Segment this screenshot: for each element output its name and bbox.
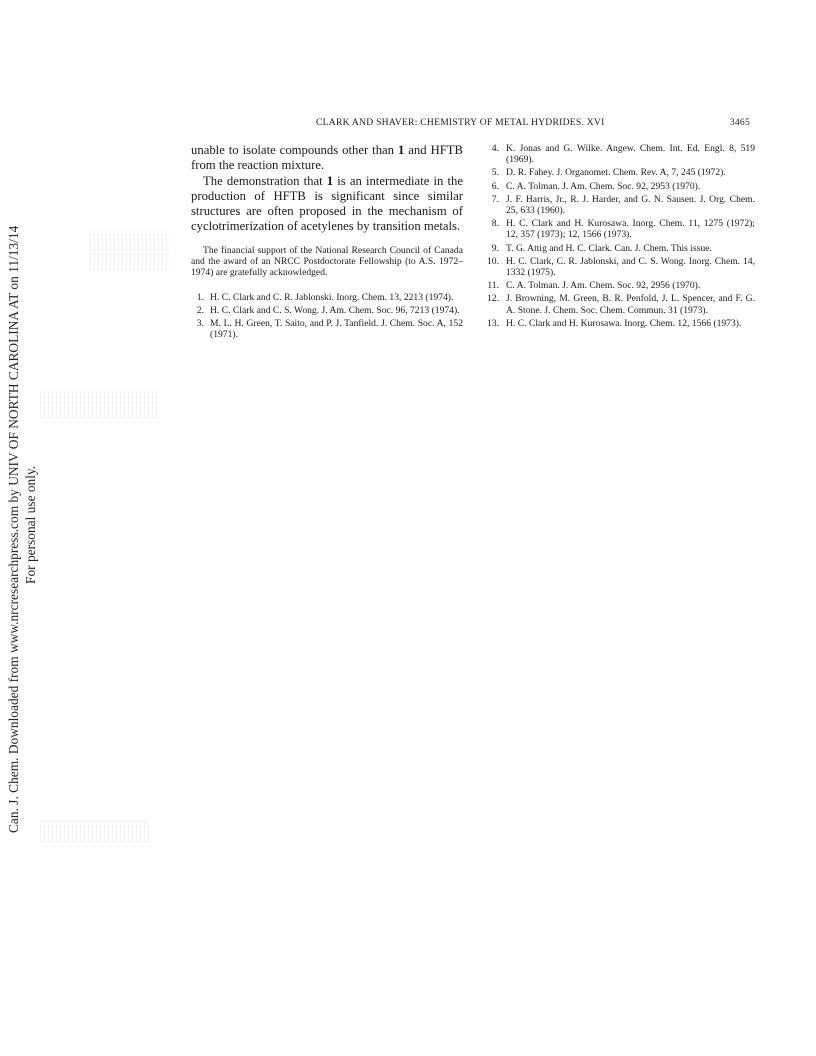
reference-number: 2. <box>196 304 204 316</box>
reference-item <box>191 292 463 303</box>
reference-text: C. A. Tolman. J. Am. Chem. Soc. 92, 2953 (1970). <box>506 180 701 192</box>
acknowledgement-text: The financial support of the National Research Council of Canada and the award of an NRCC Postdoctorate Fellowship (to A.S. 1972–1974) are gratefully acknowledged. <box>191 244 463 279</box>
body-text <box>191 143 463 235</box>
scan-noise <box>90 230 170 270</box>
reference-number: 10. <box>487 255 499 267</box>
right-column <box>485 143 755 331</box>
reference-text: M. L. H. Green, T. Saito, and P. J. Tanfield. J. Chem. Soc. A, 152 (1971). <box>210 318 463 341</box>
reference-number: 7. <box>491 193 499 205</box>
reference-number: 9. <box>491 242 499 254</box>
running-header <box>316 117 750 128</box>
running-title: CLARK AND SHAVER: CHEMISTRY OF METAL HYDRIDES. XVI <box>316 117 605 128</box>
download-stamp-line: Can. J. Chem. Downloaded from www.nrcresearchpress.com by UNIV OF NORTH CAROLINA AT on 11/13/14 <box>6 225 21 833</box>
reference-item <box>485 167 755 178</box>
reference-item <box>485 143 755 165</box>
reference-item <box>485 243 755 254</box>
reference-text: H. C. Clark and C. R. Jablonski. Inorg. Chem. 13, 2213 (1974). <box>210 291 454 303</box>
reference-text: H. C. Clark and H. Kurosawa. Inorg. Chem. 11, 1275 (1972); 12, 357 (1973); 12, 1566 (1973). <box>506 218 755 241</box>
body-paragraph: unable to isolate compounds other than 1 and HFTB from the reaction mixture. <box>191 143 463 173</box>
body-paragraph: The demonstration that 1 is an intermediate in the production of HFTB is significant since similar structures are often proposed in the mechanism of cyclotrimerization of acetylenes by transition metals. <box>191 173 463 234</box>
reference-text: H. C. Clark and C. S. Wong. J. Am. Chem. Soc. 96, 7213 (1974). <box>210 304 460 316</box>
reference-item <box>485 256 755 278</box>
reference-item <box>191 305 463 316</box>
reference-list <box>191 292 463 341</box>
reference-list <box>485 143 755 329</box>
acknowledgement <box>191 245 463 279</box>
reference-item <box>485 218 755 240</box>
reference-text: J. F. Harris, Jr., R. J. Harder, and G. N. Sausen. J. Org. Chem. 25, 633 (1960). <box>506 193 755 217</box>
reference-number: 8. <box>491 218 499 230</box>
reference-number: 5. <box>491 167 499 179</box>
reference-item <box>485 280 755 291</box>
reference-number: 3. <box>196 318 204 330</box>
reference-text: K. Jonas and G. Wilke. Angew. Chem. Int. Ed. Engl. 8, 519 (1969). <box>506 143 755 166</box>
reference-text: H. C. Clark, C. R. Jablonski, and C. S. Wong. Inorg. Chem. 14, 1332 (1975). <box>506 255 755 279</box>
reference-item <box>485 194 755 216</box>
reference-number: 13. <box>487 317 499 329</box>
reference-number: 11. <box>487 280 499 292</box>
reference-number: 4. <box>491 143 499 154</box>
reference-text: T. G. Attig and H. C. Clark. Can. J. Chem. This issue. <box>506 242 712 254</box>
left-column <box>191 143 463 342</box>
reference-item <box>485 318 755 329</box>
reference-item <box>485 181 755 192</box>
reference-text: C. A. Tolman. J. Am. Chem. Soc. 92, 2956 (1970). <box>506 280 701 292</box>
download-stamp <box>0 0 60 1056</box>
reference-number: 1. <box>196 291 204 303</box>
reference-number: 6. <box>491 180 499 192</box>
reference-text: J. Browning, M. Green, B. R. Penfold, J. L. Spencer, and F. G. A. Stone. J. Chem. Soc. Chem. Commun. 31 (1973). <box>506 293 755 316</box>
page-number: 3465 <box>729 117 750 128</box>
reference-item <box>191 318 463 340</box>
reference-text: D. R. Fahey. J. Organomet. Chem. Rev. A, 7, 245 (1972). <box>506 167 726 179</box>
personal-use-notice: For personal use only. <box>23 465 38 584</box>
reference-item <box>485 293 755 315</box>
reference-number: 12. <box>487 293 499 305</box>
reference-text: H. C. Clark and H. Kurosawa. Inorg. Chem. 12, 1566 (1973). <box>506 317 742 329</box>
